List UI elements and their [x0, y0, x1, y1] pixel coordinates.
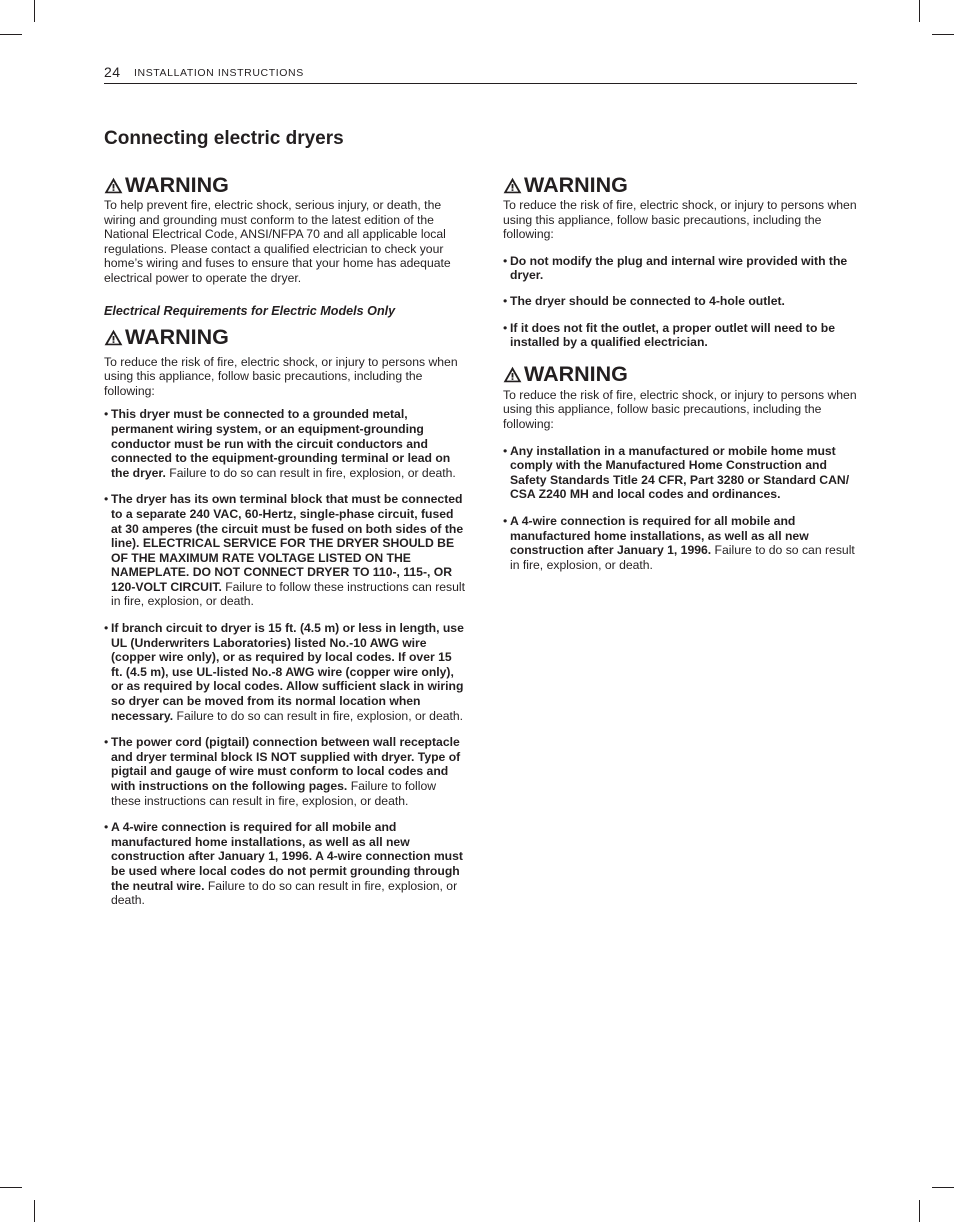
warning-intro: To reduce the risk of fire, electric shock, or injury to persons when using this appliance, follow basic precautions, including the following: [503, 198, 857, 242]
bullet-bold: This dryer must be connected to a grounded metal, permanent wiring system, or an equipment-grounding conductor must be run with the circuit conductors and connected to the equipment-grounding terminal or lead on the dryer. [111, 407, 451, 480]
warning-triangle-icon [503, 366, 522, 383]
bullet-normal: Failure to do so can result in fire, explosion, or death. [165, 465, 456, 480]
warning-heading [503, 362, 863, 388]
warning-label: WARNING [125, 325, 229, 350]
warning-label: WARNING [125, 172, 229, 197]
list-item [503, 444, 863, 502]
bullet-normal: Failure to do so can result in fire, explosion, or death. [111, 878, 458, 908]
list-item [104, 820, 466, 908]
list-item [503, 514, 863, 572]
bullet-bold: A 4-wire connection is required for all mobile and manufactured home installations, as well as all new construction after January 1, 1996. [510, 513, 809, 558]
bullet-normal: Failure to do so can result in fire, explosion, or death. [173, 708, 464, 723]
warning-intro: To reduce the risk of fire, electric shock, or injury to persons when using this appliance, follow basic precautions, including the following: [503, 387, 857, 431]
left-column [104, 172, 466, 908]
warning-heading [104, 325, 466, 351]
list-item [503, 321, 863, 350]
crop-mark [919, 1200, 920, 1222]
page-title: Connecting electric dryers [104, 128, 344, 149]
list-item [104, 492, 466, 609]
running-head: INSTALLATION INSTRUCTIONS [134, 67, 304, 79]
warning-triangle-icon [503, 177, 522, 194]
warning-label: WARNING [524, 172, 628, 197]
bullet-normal: Failure to do so can result in fire, explosion, or death. [510, 543, 855, 572]
crop-mark [919, 0, 920, 22]
crop-mark [0, 1187, 22, 1188]
warning-heading [503, 172, 863, 198]
list-item [503, 294, 863, 309]
bullet-bold: The dryer should be connected to 4-hole outlet. [510, 293, 785, 308]
bullet-bold: If branch circuit to dryer is 15 ft. (4.5 m) or less in length, use UL (Underwriters Laboratories) listed No.-10 AWG wire (copper wire only), or as required by local codes. If over 15 ft. (4.5 m), use UL-listed No.-8 AWG wire (copper wire only), or as required by local codes. Allow sufficient slack in wiring so dryer can be moved from its normal location when necessary. [111, 621, 464, 723]
warning-bullet-list [104, 407, 466, 907]
warning-heading [104, 172, 466, 198]
crop-mark [0, 34, 22, 35]
bullet-normal: Failure to follow these instructions can result in fire, explosion, or death. [111, 779, 437, 808]
warning-text: To help prevent fire, electric shock, serious injury, or death, the wiring and grounding must conform to the latest edition of the National Electrical Code, ANSI/NFPA 70 and all applicable local regulations. Please contact a qualified electrician to check your home’s wiring and fuses to ensure that your home has adequate electrical power to operate the dryer. [104, 198, 451, 285]
page-number: 24 [104, 64, 121, 80]
warning-triangle-icon [104, 329, 123, 346]
list-item [104, 735, 466, 808]
crop-mark [34, 1200, 35, 1222]
bullet-bold: Any installation in a manufactured or mobile home must comply with the Manufactured Home Construction and Safety Standards Title 24 CFR, Part 3280 or Standard CAN/ CSA Z240 MH and local codes and ordinances. [510, 443, 850, 502]
bullet-bold: If it does not fit the outlet, a proper outlet will need to be installed by a qualified electrician. [510, 320, 835, 350]
bullet-bold: A 4-wire connection is required for all mobile and manufactured home installations, as well as all new construction after January 1, 1996. A 4-wire connection must be used where local codes do not permit grounding through the neutral wire. [111, 820, 463, 893]
bullet-bold: The power cord (pigtail) connection between wall receptacle and dryer terminal block IS NOT supplied with dryer. Type of pigtail and gauge of wire must conform to local codes and with instructions on the following pages. [111, 735, 461, 793]
list-item [104, 407, 466, 480]
list-item [104, 621, 466, 723]
warning-intro: To reduce the risk of fire, electric shock, or injury to persons when using this appliance, follow basic precautions, including the following: [104, 354, 458, 398]
page-header [104, 64, 857, 84]
crop-mark [932, 1187, 954, 1188]
right-column [503, 172, 863, 572]
warning-label: WARNING [524, 362, 628, 387]
bullet-normal: Failure to follow these instructions can result in fire, explosion, or death. [111, 579, 466, 609]
list-item [503, 254, 863, 283]
bullet-bold: Do not modify the plug and internal wire provided with the dryer. [510, 253, 848, 283]
section-subheading: Electrical Requirements for Electric Models Only [104, 303, 396, 318]
warning-triangle-icon [104, 177, 123, 194]
warning-bullet-list [503, 254, 863, 350]
crop-mark [34, 0, 35, 22]
warning-bullet-list [503, 444, 863, 573]
bullet-bold: The dryer has its own terminal block that must be connected to a separate 240 VAC, 60-Hertz, single-phase circuit, fused at 30 amperes (the circuit must be fused on both sides of the line). ELECTRICAL SERVICE FOR THE DRYER SHOULD BE OF THE MAXIMUM RATE VOLTAGE LISTED ON THE NAMEPLATE. DO NOT CONNECT DRYER TO 110-, 115-, OR 120-VOLT CIRCUIT. [111, 492, 464, 594]
crop-mark [932, 34, 954, 35]
